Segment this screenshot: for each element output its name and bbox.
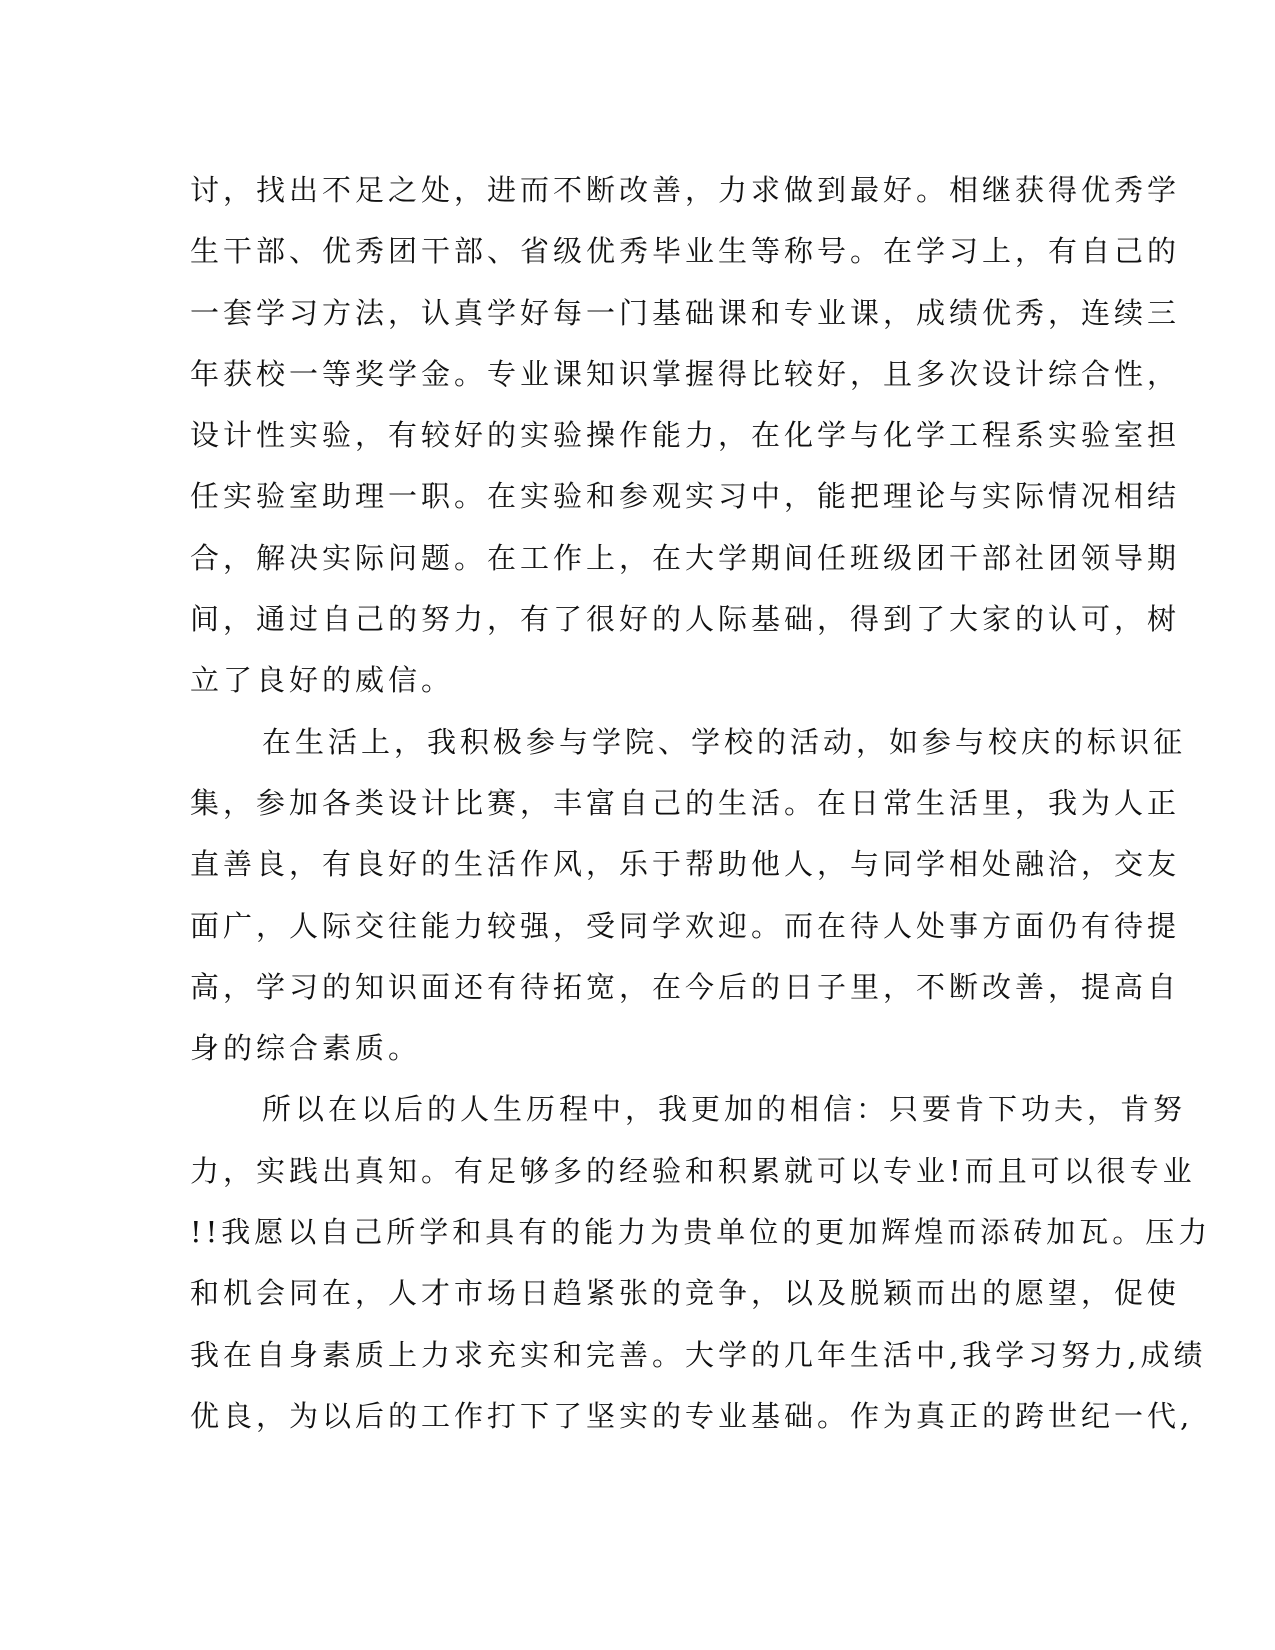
text-line: 身的综合素质。 bbox=[190, 1031, 422, 1066]
text-line: 合，解决实际问题。在工作上，在大学期间任班级团干部社团领导期 bbox=[190, 540, 1181, 575]
text-line: 间，通过自己的努力，有了很好的人际基础，得到了大家的认可，树 bbox=[190, 602, 1181, 637]
text-line: 设计性实验，有较好的实验操作能力，在化学与化学工程系实验室担 bbox=[190, 418, 1181, 453]
text-line: 和机会同在，人才市场日趋紧张的竞争，以及脱颖而出的愿望，促使 bbox=[190, 1276, 1181, 1311]
text-line: 面广，人际交往能力较强，受同学欢迎。而在待人处事方面仍有待提 bbox=[190, 908, 1181, 943]
text-line: 年获校一等奖学金。专业课知识掌握得比较好，且多次设计综合性， bbox=[190, 356, 1181, 391]
text-line: 集，参加各类设计比赛，丰富自己的生活。在日常生活里，我为人正 bbox=[190, 785, 1181, 820]
text-line: 生干部、优秀团干部、省级优秀毕业生等称号。在学习上，有自己的 bbox=[190, 234, 1181, 269]
text-line: 高，学习的知识面还有待拓宽，在今后的日子里，不断改善，提高自 bbox=[190, 969, 1181, 1004]
text-line: 优良，为以后的工作打下了坚实的专业基础。作为真正的跨世纪一代, bbox=[190, 1398, 1194, 1433]
paragraph-1 bbox=[190, 160, 1181, 712]
paragraph-2 bbox=[190, 712, 1187, 1080]
text-line: 在生活上，我积极参与学院、学校的活动，如参与校庆的标识征 bbox=[262, 724, 1187, 759]
text-line: 所以在以后的人生历程中，我更加的相信：只要肯下功夫，肯努 bbox=[262, 1092, 1187, 1127]
text-line: 讨，找出不足之处，进而不断改善，力求做到最好。相继获得优秀学 bbox=[190, 173, 1181, 207]
paragraph-3 bbox=[190, 1079, 1212, 1447]
text-line: 任实验室助理一职。在实验和参观实习中，能把理论与实际情况相结 bbox=[190, 479, 1181, 514]
document-body bbox=[190, 160, 1212, 1447]
text-line: !!我愿以自己所学和具有的能力为贵单位的更加辉煌而添砖加瓦。压力 bbox=[190, 1215, 1212, 1250]
text-line: 直善良，有良好的生活作风，乐于帮助他人，与同学相处融洽，交友 bbox=[190, 847, 1181, 882]
text-line: 立了良好的威信。 bbox=[190, 663, 455, 698]
text-line: 一套学习方法，认真学好每一门基础课和专业课，成绩优秀，连续三 bbox=[190, 295, 1181, 330]
text-line: 力，实践出真知。有足够多的经验和积累就可以专业!而且可以很专业 bbox=[190, 1153, 1196, 1188]
text-line: 我在自身素质上力求充实和完善。大学的几年生活中,我学习努力,成绩 bbox=[190, 1337, 1207, 1372]
